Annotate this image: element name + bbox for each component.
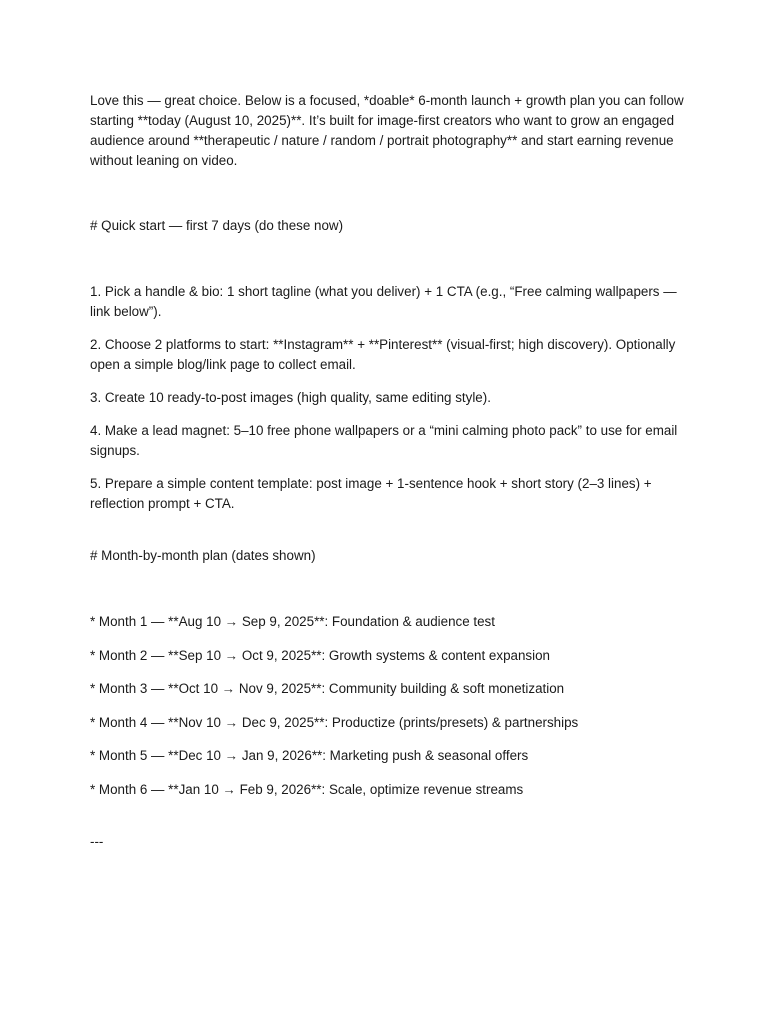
- quick-start-list: [90, 282, 690, 514]
- list-item: 5. Prepare a simple content template: post image + 1-sentence hook + short story (2–3 lines) + reflection prompt + CTA.: [90, 476, 652, 511]
- list-item: * Month 4 — **Nov 10 → Dec 9, 2025**: Productize (prints/presets) & partnerships: [90, 714, 579, 730]
- list-item: 4. Make a lead magnet: 5–10 free phone wallpapers or a “mini calming photo pack” to use for email signups.: [90, 423, 678, 458]
- document-body: [90, 91, 690, 852]
- list-item: * Month 2 — **Sep 10 → Oct 9, 2025**: Growth systems & content expansion: [90, 647, 550, 663]
- list-item: * Month 1 — **Aug 10 → Sep 9, 2025**: Foundation & audience test: [90, 614, 495, 629]
- separator: ---: [90, 833, 104, 849]
- list-item: 2. Choose 2 platforms to start: **Instagram** + **Pinterest** (visual-first; high discovery). Optionally open a simple blog/link page to collect email.: [90, 337, 676, 372]
- list-item: 1. Pick a handle & bio: 1 short tagline (what you deliver) + 1 CTA (e.g., “Free calming wallpapers — link below”).: [90, 284, 677, 319]
- list-item: 3. Create 10 ready-to-post images (high quality, same editing style).: [90, 390, 491, 405]
- list-item: * Month 5 — **Dec 10 → Jan 9, 2026**: Marketing push & seasonal offers: [90, 748, 529, 763]
- list-item: * Month 6 — **Jan 10 → Feb 9, 2026**: Scale, optimize revenue streams: [90, 781, 524, 797]
- quick-start-heading: # Quick start — first 7 days (do these now): [90, 218, 344, 233]
- month-plan-list: [90, 612, 690, 800]
- list-item: * Month 3 — **Oct 10 → Nov 9, 2025**: Community building & soft monetization: [90, 681, 565, 696]
- intro-paragraph: Love this — great choice. Below is a focused, *doable* 6-month launch + growth plan you can follow starting **today (August 10, 2025)**. It’s built for image-first creators who want to grow an engaged audience around **therapeutic / nature / random / portrait photography** and start earning revenue without leaning on video.: [90, 93, 684, 168]
- month-plan-heading: # Month-by-month plan (dates shown): [90, 548, 316, 563]
